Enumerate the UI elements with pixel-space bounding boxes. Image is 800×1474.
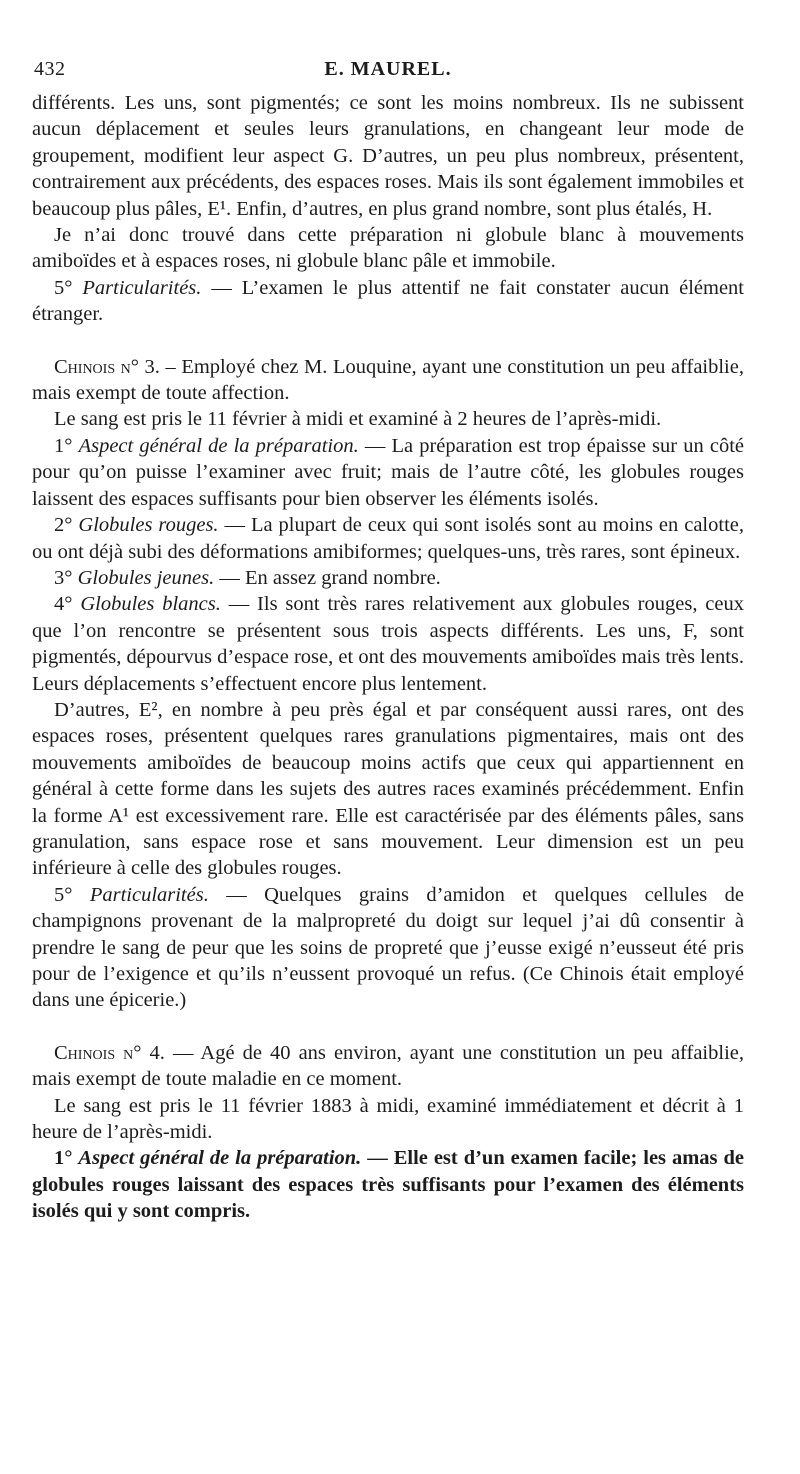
paragraph [32,882,744,1014]
case-heading: Chinois n° 3. [54,355,160,378]
section-title: Particularités. [82,276,202,299]
paragraph-text: — Elle est d’un examen facile; les amas de globules rouges laissant des espaces très suffisants pour l’examen des éléments isolés qui y sont compris. [32,1147,744,1223]
paragraph-text: – Employé chez M. Louquine, ayant une constitution un peu affaiblie, mais exempt de toute affection. [32,355,744,405]
paragraph [32,1093,744,1146]
section-title: Globules rouges. [78,514,219,537]
section-number: 5° [54,883,90,906]
paragraph [32,275,744,328]
section-number: 2° [54,514,79,537]
paragraph-text: — En assez grand nombre. [214,566,441,589]
paragraph [32,1145,744,1224]
paragraph [32,90,744,222]
paragraph [32,433,744,512]
section-title: Globules blancs. [80,593,221,616]
paragraph-text: — Agé de 40 ans environ, ayant une constitution un peu affaiblie, mais exempt de toute maladie en ce moment. [32,1041,744,1091]
section-number: 1° [54,434,79,457]
paragraph [32,222,744,275]
paragraph-text: Je n’ai donc trouvé dans cette préparation ni globule blanc à mouvements amiboïdes et à espaces roses, ni globule blanc pâle et immobile. [32,224,744,273]
paragraph [32,354,744,407]
section-number: 4° [54,593,81,616]
case-heading: Chinois n° 4. [54,1041,165,1064]
paragraph-text: — L’examen le plus attentif ne fait constater aucun élément étranger. [32,276,744,326]
section-title: Particularités. [89,883,209,906]
section-title: Aspect général de la préparation. [78,1147,362,1170]
page-number: 432 [34,58,66,80]
section-number: 1° [54,1147,79,1170]
section-title: Globules jeunes. [77,566,215,589]
paragraph-text: D’autres, E², en nombre à peu près égal et par conséquent aussi rares, ont des espaces roses, présentent quelques rares granulations pigmentaires, mais ont des mouvements amiboïdes de beaucoup moins actifs que ceux qui appartiennent en général à cette forme dans les sujets des autres races examinés précédemment. Enfin la forme A¹ est excessivement rare. Elle est caractérisée par des éléments pâles, sans granulation, sans espace rose et sans mouvement. Leur dimension est un peu inférieure à celle des globules rouges. [32,698,744,880]
paragraph-text: Le sang est pris le 11 février à midi et examiné à 2 heures de l’après-midi. [54,408,662,431]
paragraph-text: Le sang est pris le 11 février 1883 à midi, examiné immédiatement et décrit à 1 heure de l’après-midi. [32,1094,744,1144]
paragraph [32,406,744,432]
section-number: 5° [54,276,83,299]
paragraph [32,697,744,882]
page-header [34,58,742,88]
running-head: E. MAUREL. [324,58,452,80]
paragraph [32,591,744,697]
paragraph [32,512,744,565]
paragraph [32,1040,744,1093]
paragraph-text: — La préparation est trop épaisse sur un côté pour qu’on puisse l’examiner avec fruit; mais de l’autre côté, les globules rouges laissent des espaces suffisants pour bien observer les éléments isolés. [32,434,744,510]
paragraph-text: — La plupart de ceux qui sont isolés sont au moins en calotte, ou ont déjà subi des déformations amibiformes; quelques-uns, très rares, sont épineux. [32,514,744,563]
section-number: 3° [54,566,78,589]
body-text [32,90,744,1225]
section-title: Aspect général de la préparation. [78,434,359,457]
paragraph-text: — Ils sont très rares relativement aux globules rouges, ceux que l’on rencontre se présentent sous trois aspects différents. Les uns, F, sont pigmentés, dépourvus d’espace rose, et ont des mouvements amiboïdes mais très lents. Leurs déplacements s’effectuent encore plus lentement. [32,593,745,695]
paragraph-text: — Quelques grains d’amidon et quelques cellules de champignons provenant de la malpropreté du doigt sur lequel j’ai dû consentir à prendre le sang de peur que les soins de propreté que j’eusse exigé n’eusseut été pris pour de l’exigence et qu’ils n’eussent provoqué un refus. (Ce Chinois était employé dans une épicerie.) [32,883,745,1012]
paragraph-text: différents. Les uns, sont pigmentés; ce sont les moins nombreux. Ils ne subissent aucun déplacement et seules leurs granulations, en changeant leur mode de groupement, modifient leur aspect G. D’autres, un peu plus nombreux, présentent, contrairement aux précédents, des espaces roses. Mais ils sont également immobiles et beaucoup plus pâles, E¹. Enfin, d’autres, en plus grand nombre, sont plus étalés, H. [32,92,744,220]
paragraph [32,565,744,591]
